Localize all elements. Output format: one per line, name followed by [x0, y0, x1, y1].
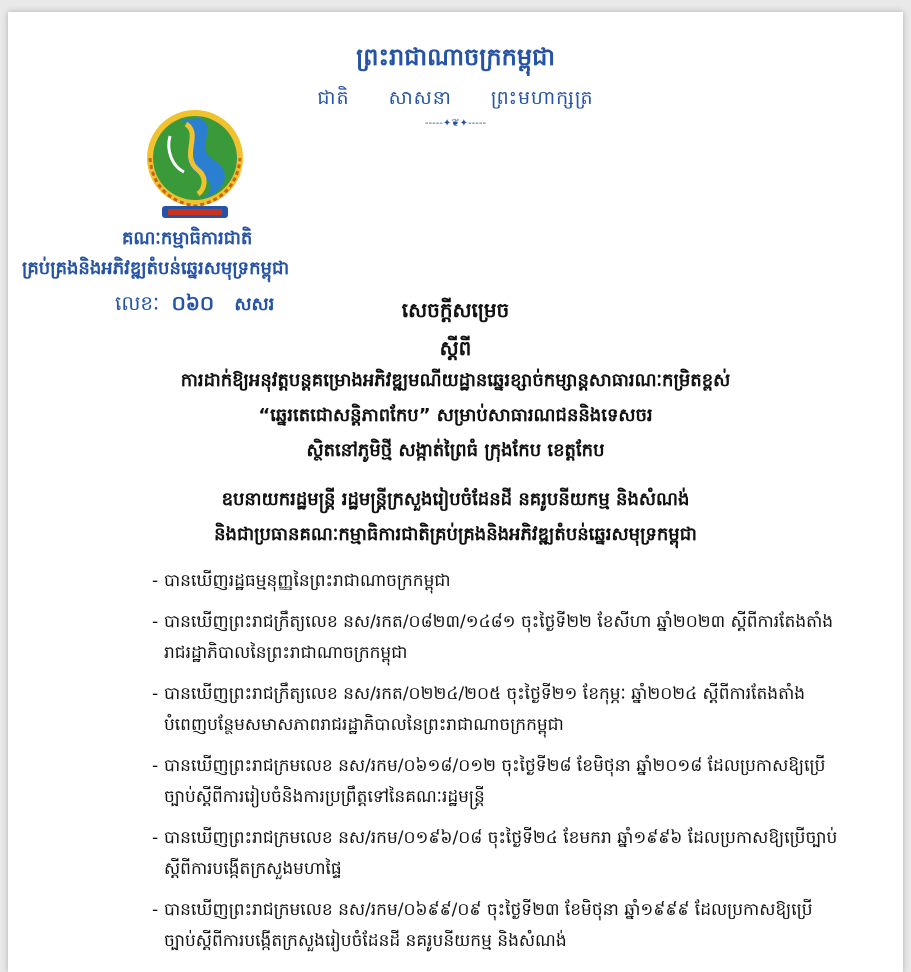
- list-item: - បានឃើញព្រះរាជក្រឹត្យលេខ នស/រកត/០៨២៣/១៤៨១ ចុះថ្ងៃទី២២ ខែសីហា ឆ្នាំ២០២៣ ស្ដីពីការតែងតាំងរាជរដ្ឋាភិបាលនៃព្រះរាជាណាចក្រកម្ពុជា: [152, 612, 834, 663]
- reference-label: លេខៈ: [115, 291, 160, 315]
- reference-value: ០៦០: [171, 291, 215, 315]
- motto-king: ព្រះមហាក្សត្រ: [490, 87, 594, 109]
- list-item-text: បានឃើញព្រះរាជក្រឹត្យលេខ នស/រកត/០២២៤/២០៥ ចុះថ្ងៃទី២១ ខែកុម្ភៈ ឆ្នាំ២០២៤ ស្ដីពីការតែងតាំងបំពេញបន្ថែមសមាសភាពរាជរដ្ឋាភិបាលនៃព្រះរាជាណាចក្រកម្ពុជា: [164, 684, 806, 735]
- subject-line: ការដាក់ឱ្យអនុវត្តបន្តគម្រោងអភិវឌ្ឍមណីយដ្ឋានឆ្នេរខ្សាច់កម្សាន្តសាធារណៈកម្រិតខ្ពស់: [180, 370, 731, 391]
- subject-line: “ឆ្នេរតេជោសន្តិភាពកែប” សម្រាប់សាធារណជននិងទេសចរ: [258, 405, 653, 426]
- subject-line: ស្ថិតនៅភូមិថ្មី សង្កាត់ព្រៃធំ ក្រុងកែប ខេត្តកែប: [306, 440, 605, 461]
- authority-line: ឧបនាយករដ្ឋមន្ត្រី រដ្ឋមន្ត្រីក្រសួងរៀបចំដែនដី នគរូបនីយកម្ម និងសំណង់: [221, 489, 690, 510]
- list-item: - បានឃើញព្រះរាជក្រមលេខ នស/រកម/០៦៩៩/០៩ ចុះថ្ងៃទី២៣ ខែមិថុនា ឆ្នាំ១៩៩៩ ដែលប្រកាសឱ្យប្រើច្បាប់ស្ដីពីការបង្កើតក្រសួងរៀបចំដែនដី នគរូបនីយកម្ម និងសំណង់: [152, 900, 813, 951]
- org-name-line1: គណៈកម្មាធិការជាតិ: [122, 228, 253, 249]
- decision-about: ស្ដីពី: [439, 336, 472, 360]
- decision-title: សេចក្ដីសម្រេច: [401, 298, 510, 322]
- kingdom-heading: ព្រះរាជាណាចក្រកម្ពុជា: [356, 43, 555, 71]
- list-item: - បានឃើញរដ្ឋធម្មនុញ្ញនៃព្រះរាជាណាចក្រកម្ពុជា: [152, 571, 451, 591]
- list-item-text: បានឃើញរដ្ឋធម្មនុញ្ញនៃព្រះរាជាណាចក្រកម្ពុជា: [164, 571, 451, 591]
- authority-line: និងជាប្រធានគណៈកម្មាធិការជាតិគ្រប់គ្រងនិងអភិវឌ្ឍតំបន់ឆ្នេរសមុទ្រកម្ពុជា: [214, 524, 697, 545]
- committee-logo-icon: [140, 106, 250, 224]
- list-item-text: បានឃើញព្រះរាជក្រមលេខ នស/រកម/០៦១៨/០១២ ចុះថ្ងៃទី២៨ ខែមិថុនា ឆ្នាំ២០១៨ ដែលប្រកាសឱ្យប្រើច្បាប់ស្ដីពីការរៀបចំនិងការប្រព្រឹត្តទៅនៃគណៈរដ្ឋមន្ត្រី: [164, 756, 826, 807]
- ornament-divider: -----✦❦✦-----: [424, 118, 487, 129]
- list-item-text: បានឃើញព្រះរាជក្រមលេខ នស/រកម/០១៩៦/០៨ ចុះថ្ងៃទី២៤ ខែមករា ឆ្នាំ១៩៩៦ ដែលប្រកាសឱ្យប្រើច្បាប់ស្ដីពីការបង្កើតក្រសួងមហាផ្ទៃ: [164, 828, 838, 879]
- motto-nation: ជាតិ: [317, 87, 350, 109]
- list-item: - បានឃើញព្រះរាជក្រឹត្យលេខ នស/រកត/០២២៤/២០៥ ចុះថ្ងៃទី២១ ខែកុម្ភៈ ឆ្នាំ២០២៤ ស្ដីពីការតែងតាំងបំពេញបន្ថែមសមាសភាពរាជរដ្ឋាភិបាលនៃព្រះរាជាណាចក្រកម្ពុជា: [152, 684, 806, 735]
- list-item-text: បានឃើញព្រះរាជក្រមលេខ នស/រកម/០៦៩៩/០៩ ចុះថ្ងៃទី២៣ ខែមិថុនា ឆ្នាំ១៩៩៩ ដែលប្រកាសឱ្យប្រើច្បាប់ស្ដីពីការបង្កើតក្រសួងរៀបចំដែនដី នគរូបនីយកម្ម និងសំណង់: [164, 900, 813, 951]
- motto-religion: សាសនា: [388, 87, 452, 109]
- list-item-text: បានឃើញព្រះរាជក្រឹត្យលេខ នស/រកត/០៨២៣/១៤៨១ ចុះថ្ងៃទី២២ ខែសីហា ឆ្នាំ២០២៣ ស្ដីពីការតែងតាំងរាជរដ្ឋាភិបាលនៃព្រះរាជាណាចក្រកម្ពុជា: [164, 612, 834, 663]
- org-name-line2: គ្រប់គ្រងនិងអភិវឌ្ឍតំបន់ឆ្នេរសមុទ្រកម្ពុជា: [22, 258, 290, 279]
- reference-list: [152, 566, 842, 967]
- list-item: - បានឃើញព្រះរាជក្រមលេខ នស/រកម/០៦១៨/០១២ ចុះថ្ងៃទី២៨ ខែមិថុនា ឆ្នាំ២០១៨ ដែលប្រកាសឱ្យប្រើច្បាប់ស្ដីពីការរៀបចំនិងការប្រព្រឹត្តទៅនៃគណៈរដ្ឋមន្ត្រី: [152, 756, 826, 807]
- list-item: - បានឃើញព្រះរាជក្រមលេខ នស/រកម/០១៩៦/០៨ ចុះថ្ងៃទី២៤ ខែមករា ឆ្នាំ១៩៩៦ ដែលប្រកាសឱ្យប្រើច្បាប់ស្ដីពីការបង្កើតក្រសួងមហាផ្ទៃ: [152, 828, 838, 879]
- reference-code: សសរ: [234, 294, 275, 315]
- national-motto: [0, 86, 911, 114]
